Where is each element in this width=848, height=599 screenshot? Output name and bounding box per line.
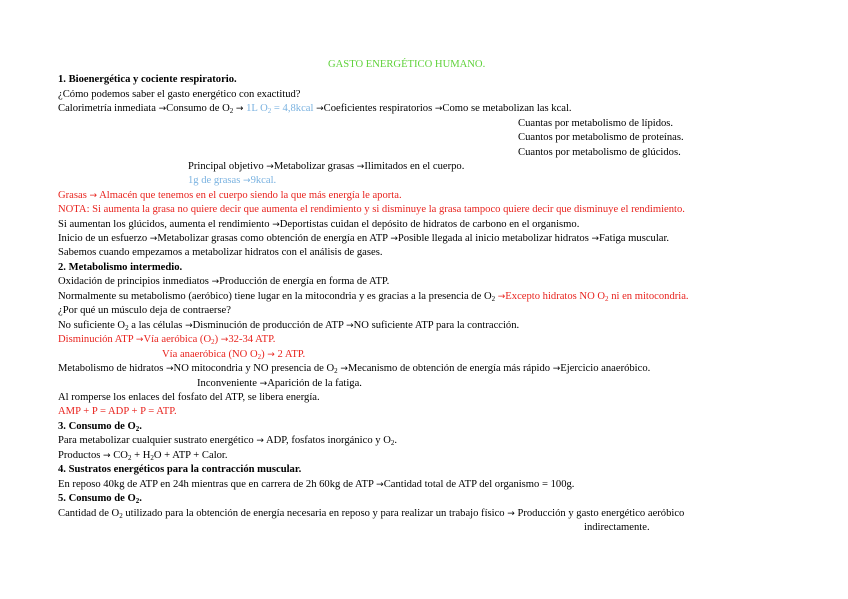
arrow-icon: → — [185, 321, 193, 331]
question-2: ¿Por qué un músculo deja de contraerse? — [58, 305, 231, 316]
fat-kcal-line: 1g de grasas →9kcal. — [188, 175, 277, 186]
substrate-line: Para metabolizar cualquier sustrato energético → ADP, fosfatos inorgánico y $O_2$. — [58, 435, 398, 447]
section-5-heading: 5. Consumo de $O_2$. — [58, 493, 142, 505]
atp-decrease-line: Disminución ATP →Vía aeróbica $(O_2) \to 32-34$ ATP. — [58, 334, 276, 346]
arrow-icon: → — [376, 480, 384, 490]
question-1: ¿Cómo podemos saber el gasto energético con exactitud? — [58, 89, 301, 100]
arrow-icon: → — [243, 176, 251, 186]
arrow-icon: → — [356, 162, 365, 172]
drawback-line: Inconveniente →Aparición de la fatiga. — [197, 378, 362, 389]
gas-analysis-line: Sabemos cuando empezamos a metabolizar hidratos con el análisis de gases. — [58, 247, 383, 258]
section-4-heading: 4. Sustratos energéticos para la contracción muscular. — [58, 464, 302, 475]
arrow-icon: → — [346, 321, 354, 331]
kcal-proteins: Cuantos por metabolismo de proteínas. — [518, 132, 684, 143]
indirect-line: indirectamente. — [584, 522, 650, 533]
arrow-icon: → — [434, 104, 443, 114]
anaerobic-line: Vía anaeróbica (NO $O_2) \to 2$ ATP. — [162, 349, 306, 361]
text: Como se metabolizan las kcal. — [442, 103, 572, 114]
arrow-icon: → — [507, 509, 515, 519]
page-title: GASTO ENERGÉTICO HUMANO. — [328, 59, 486, 70]
kcal-lipids: Cuantas por metabolismo de lípidos. — [518, 118, 674, 129]
text: Coeficientes respiratorios — [323, 103, 433, 114]
text: Consumo de O — [166, 103, 230, 114]
atp-bonds-line: Al romperse los enlaces del fosfato del ATP, se libera energía. — [58, 392, 320, 403]
kcal-glucids: Cuantos por metabolismo de glúcidos. — [518, 147, 681, 158]
arrow-icon: → — [591, 234, 600, 244]
products-line: Productos → $CO_2 + H_2O$ + ATP + Calor. — [58, 450, 228, 462]
arrow-icon: → — [340, 364, 348, 374]
note-line: NOTA: Si aumenta la grasa no quiere decir que aumenta el rendimiento y si disminuye la grasa tampoco quiere decir que disminuye el rendimiento. — [58, 204, 685, 215]
glucids-line: Si aumentan los glúcidos, aumenta el rendimiento →Deportistas cuidan el depósito de hidratos de carbono en el organismo. — [58, 219, 580, 230]
text: Calorimetría inmediata — [58, 103, 156, 114]
section-3-heading: 3. Consumo de $O_2$. — [58, 421, 142, 433]
arrow-icon: → — [149, 234, 158, 244]
arrow-icon: → — [390, 234, 398, 244]
carbohydrate-line: Metabolismo de hidratos →NO mitocondria y NO presencia de $O_2$ →Mecanismo de obtención de energía más rápido →Ejercicio anaeróbico. — [58, 363, 651, 375]
arrow-icon: → — [316, 104, 324, 114]
section-1-heading: 1. Bioenergética y cociente respiratorio. — [58, 74, 237, 85]
arrow-icon: → — [266, 162, 274, 172]
atp-rest-line: En reposo 40kg de ATP en 24h mientras que en carrera de 2h 60kg de ATP →Cantidad total de ATP del organismo = 100g. — [58, 479, 575, 490]
arrow-icon: → — [211, 277, 220, 287]
metabolism-line: Normalmente su metabolismo (aeróbico) tiene lugar en la mitocondria y es gracias a la presencia de $O_2$ →Excepto hidratos NO $O_2$ ni en mitocondria. — [58, 291, 689, 303]
arrow-icon: → — [259, 379, 268, 389]
fat-line: Grasas → Almacén que tenemos en el cuerpo siendo la que más energía le aporta. — [58, 190, 402, 201]
oxidation-line: Oxidación de principios inmediatos →Producción de energía en forma de ATP. — [58, 276, 390, 287]
arrow-icon: → — [135, 335, 144, 345]
arrow-icon: → — [166, 364, 174, 374]
effort-line: Inicio de un esfuerzo →Metabolizar grasas como obtención de energía en ATP →Posible llegada al inicio metabolizar hidratos →Fatiga muscular. — [58, 233, 670, 244]
arrow-icon: → — [158, 104, 167, 114]
arrow-icon: → — [497, 292, 506, 302]
arrow-icon: → — [89, 191, 98, 201]
arrow-icon: → — [267, 350, 275, 360]
calorimetry-line — [58, 102, 572, 116]
atp-equation: AMP + P = ADP + P = ATP. — [58, 406, 177, 417]
arrow-icon: → — [220, 335, 229, 345]
o2-quantity-line: Cantidad de $O_2$ utilizado para la obtención de energía necesaria en reposo y para realizar un trabajo físico → Producción y gasto energético aeróbico — [58, 508, 685, 520]
arrow-icon: → — [235, 104, 244, 114]
oxygen-kcal: 1L $O_2$ = 4,8kcal — [246, 103, 314, 115]
section-2-heading: 2. Metabolismo intermedio. — [58, 262, 183, 273]
insufficient-o2-line: No suficiente $O_2$ a las células →Disminución de producción de ATP →NO suficiente ATP para la contracción. — [58, 320, 520, 332]
subscript: 2 — [229, 107, 234, 115]
arrow-icon: → — [272, 220, 280, 230]
arrow-icon: → — [552, 364, 561, 374]
main-objective-line: Principal objetivo →Metabolizar grasas →Ilimitados en el cuerpo. — [188, 161, 465, 172]
arrow-icon: → — [103, 451, 111, 461]
arrow-icon: → — [256, 436, 264, 446]
